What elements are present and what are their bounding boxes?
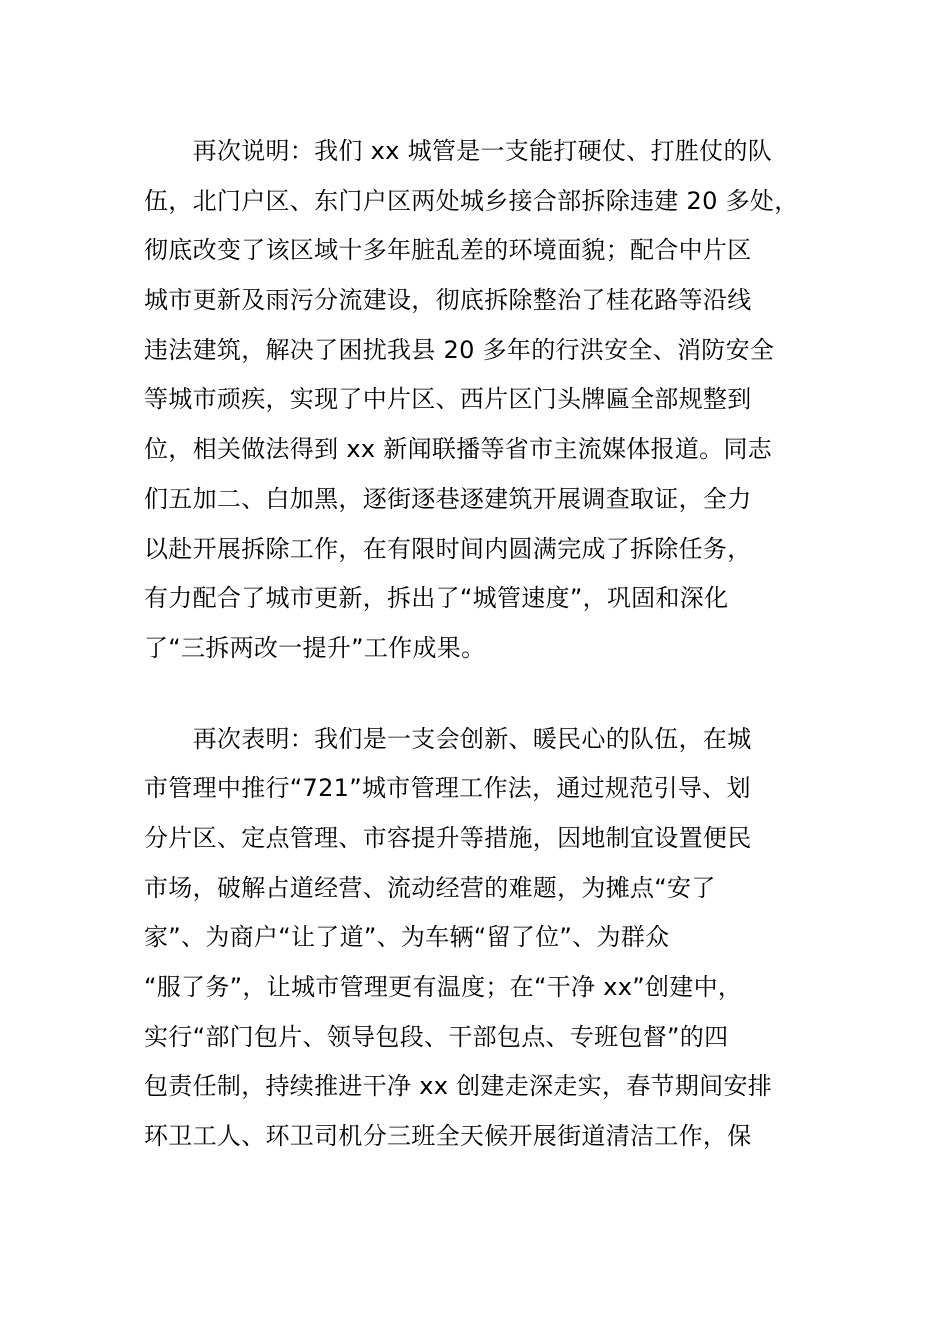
text-line: 以赴开展拆除工作，在有限时间内圆满完成了拆除任务， xyxy=(144,534,752,563)
text-line: 了“三拆两改一提升”工作成果。 xyxy=(144,633,486,662)
text-line: 环卫工人、环卫司机分三班全天候开展街道清洁工作，保 xyxy=(144,1122,752,1151)
text-line: 实行“部门包片、领导包段、干部包点、专班包督”的四 xyxy=(144,1022,729,1051)
text-line: 有力配合了城市更新，拆出了“城管速度”，巩固和深化 xyxy=(144,584,729,613)
text-line: 包责任制，持续推进干净 xx 创建走深走实，春节期间安排 xyxy=(144,1072,773,1101)
text-line: 再次说明：我们 xx 城管是一支能打硬仗、打胜仗的队 xyxy=(144,137,773,165)
text-line: 家”、为商户“让了道”、为车辆“留了位”、为群众 xyxy=(144,923,670,952)
text-line: 市管理中推行“721”城市管理工作法，通过规范引导、划 xyxy=(144,774,751,803)
text-line: 彻底改变了该区域十多年脏乱差的环境面貌；配合中片区 xyxy=(144,236,752,265)
text-line: 们五加二、白加黑，逐街逐巷逐建筑开展调查取证，全力 xyxy=(144,484,752,513)
text-line: 伍，北门户区、东门户区两处城乡接合部拆除违建 20 多处， xyxy=(144,186,799,215)
text-line: 分片区、定点管理、市容提升等措施，因地制宜设置便民 xyxy=(144,823,752,852)
text-line: 城市更新及雨污分流建设，彻底拆除整治了桂花路等沿线 xyxy=(144,286,752,315)
text-line: 再次表明：我们是一支会创新、暖民心的队伍，在城 xyxy=(144,724,752,753)
document-body xyxy=(144,127,834,1162)
text-line: 市场，破解占道经营、流动经营的难题，为摊点“安了 xyxy=(144,873,716,902)
text-line: 违法建筑，解决了困扰我县 20 多年的行洪安全、消防安全 xyxy=(144,335,775,364)
text-line: 位，相关做法得到 xx 新闻联播等省市主流媒体报道。同志 xyxy=(144,435,773,464)
text-line: “服了务”，让城市管理更有温度；在“干净 xx”创建中， xyxy=(144,973,743,1001)
paragraph-innovation xyxy=(144,715,834,1162)
paragraph-demolition xyxy=(144,127,834,674)
text-line: 等城市顽疾，实现了中片区、西片区门头牌匾全部规整到 xyxy=(144,385,752,414)
